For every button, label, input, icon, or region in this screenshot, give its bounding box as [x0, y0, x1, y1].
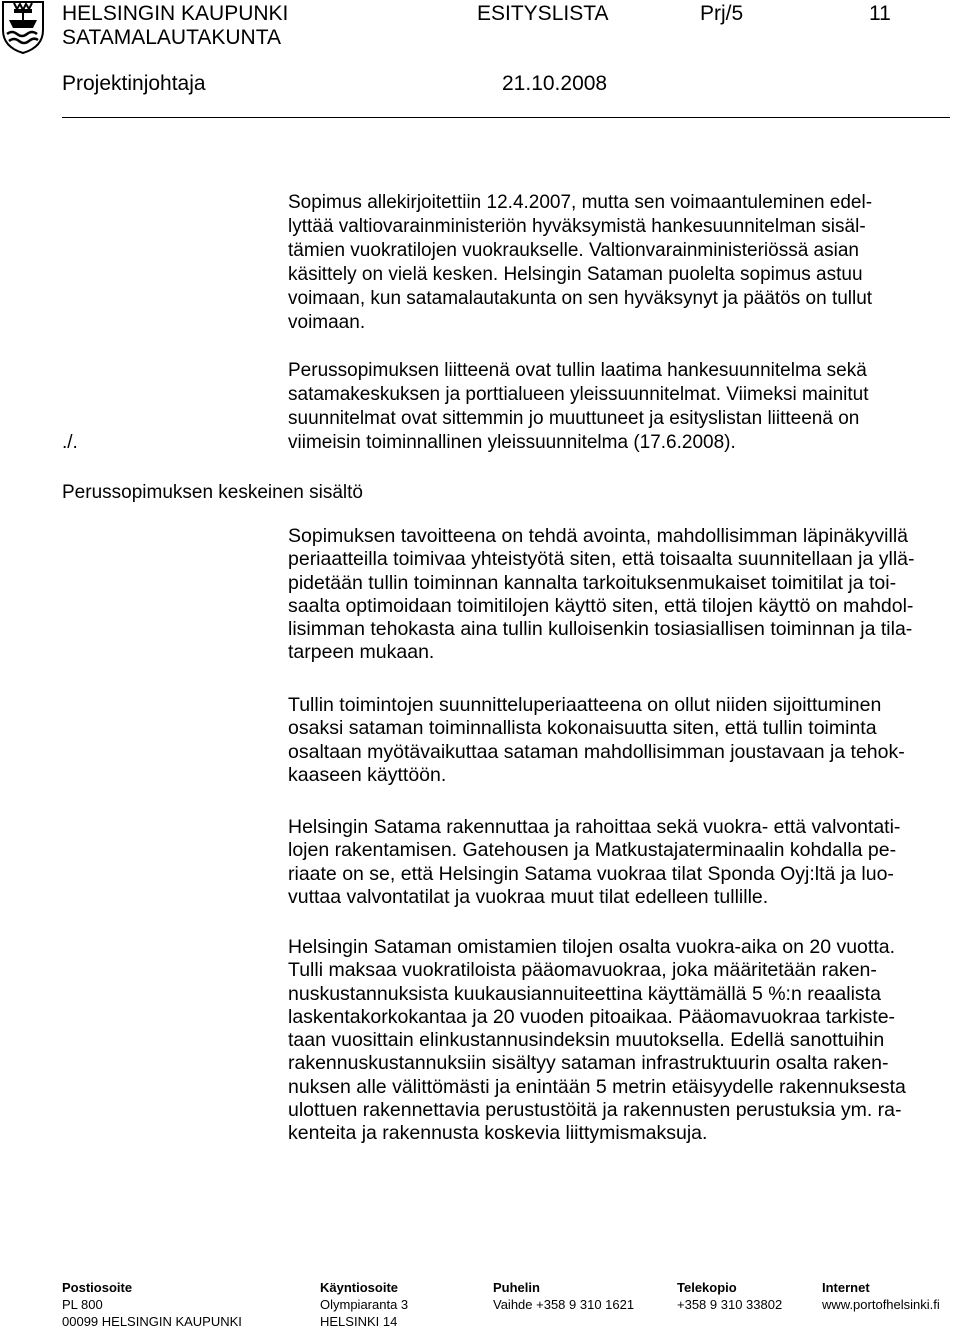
text-line: voimaan, kun satamalautakunta on sen hyväksynyt ja päätös on tullut: [288, 288, 873, 309]
paragraph-5: [288, 816, 900, 909]
text-line: rakennuskustannuksiin sisältyy sataman infrastruktuurin osalta raken-: [288, 1052, 889, 1075]
text-line: Helsingin Sataman omistamien tilojen osalta vuokra-aika on 20 vuotta.: [288, 936, 895, 958]
author-title: Projektinjohtaja: [62, 72, 206, 95]
footer-website: [822, 1280, 940, 1313]
text-line: viimeisin toiminnallinen yleissuunnitelma (17.6.2008).: [288, 432, 736, 453]
text-line: kenteita ja rakennusta koskevia liittymismaksuja.: [288, 1122, 708, 1145]
text-line: tämien vuokratilojen vuokraukselle. Valtionvarainministeriössä asian: [288, 240, 859, 261]
footer-visiting-address: [320, 1280, 408, 1330]
paragraph-2: [288, 359, 868, 455]
text-line: osaltaan myötävaikuttaa sataman mahdollisimman joustavaan ja tehok-: [288, 740, 905, 763]
helsinki-crest-logo: [0, 0, 46, 54]
text-line: lyttää valtiovarainministeriön hyväksymistä hankesuunnitelman sisäl-: [288, 216, 866, 237]
section-code: Prj/5: [700, 2, 744, 25]
text-line: käsittely on vielä kesken. Helsingin Sataman puolelta sopimus astuu: [288, 264, 863, 285]
text-line: lojen rakentamisen. Gatehousen ja Matkustajaterminaalin kohdalla pe-: [288, 839, 897, 862]
footer-postal-address: [62, 1280, 242, 1330]
footer-value: HELSINKI 14: [320, 1314, 398, 1329]
text-line: Tullin toimintojen suunnitteluperiaatteena on ollut niiden sijoittuminen: [288, 694, 882, 716]
paragraph-3: [288, 525, 915, 665]
text-line: suunnitelmat ovat sittemmin jo muuttuneet ja esityslistan liitteenä on: [288, 408, 860, 429]
text-line: ulottuen rakennettavia perustustöitä ja rakennusten perustuksia ym. ra-: [288, 1099, 902, 1122]
footer-value: Olympiaranta 3: [320, 1297, 409, 1312]
footer-label: Puhelin: [493, 1280, 540, 1295]
text-line: laskentakorkokantaa ja 20 vuoden pitoaikaa. Pääomavuokraa tarkiste-: [288, 1005, 896, 1028]
footer-value: 00099 HELSINGIN KAUPUNKI: [62, 1314, 242, 1329]
board-name: SATAMALAUTAKUNTA: [62, 26, 281, 49]
footer-label: Käyntiosoite: [320, 1280, 399, 1295]
text-line: osaksi sataman toiminnallista kokonaisuutta siten, että tullin toiminta: [288, 717, 877, 740]
text-line: taan vuosittain elinkustannusindeksin muutoksella. Edellä sanottuihin: [288, 1029, 885, 1052]
document-date: 21.10.2008: [502, 72, 608, 95]
text-line: saalta optimoidaan toimitilojen käyttö siten, että tilojen käyttö on mahdol-: [288, 594, 914, 617]
org-name: HELSINGIN KAUPUNKI: [62, 2, 289, 25]
text-line: nuksen alle välittömästi ja enintään 5 metrin etäisyydelle rakennuksesta: [288, 1075, 906, 1098]
text-line: Sopimuksen tavoitteena on tehdä avointa, mahdollisimman läpinäkyvillä: [288, 525, 909, 547]
footer-phone: [493, 1280, 634, 1313]
text-line: periaatteilla toimivaa yhteistyötä siten, että toisaalta suunnitellaan ja yllä-: [288, 548, 915, 571]
paragraph-4: [288, 694, 905, 787]
attachment-marker: ./.: [62, 432, 78, 453]
footer-label: Telekopio: [677, 1280, 737, 1295]
header-divider: [62, 117, 950, 118]
text-line: vuttaa valvontatilat ja vuokraa muut tilat edelleen tullille.: [288, 885, 769, 908]
footer-value: Vaihde +358 9 310 1621: [493, 1297, 635, 1312]
paragraph-6: [288, 936, 906, 1146]
text-line: lisimman tehokasta aina tullin kulloisenkin tosiasiallisen toiminnan ja tila-: [288, 618, 913, 641]
footer-label: Internet: [822, 1280, 870, 1295]
paragraph-1: [288, 191, 872, 335]
footer-value: PL 800: [62, 1297, 103, 1312]
footer-website-link[interactable]: www.portofhelsinki.fi: [822, 1297, 940, 1312]
text-line: riaate on se, että Helsingin Satama vuokraa tilat Sponda Oyj:ltä ja luo-: [288, 862, 894, 885]
text-line: Sopimus allekirjoitettiin 12.4.2007, mutta sen voimaantuleminen edel-: [288, 192, 873, 213]
page-number: 11: [869, 2, 891, 25]
text-line: pidetään tullin toiminnan kannalta tarkoituksenmukaiset toimitilat ja toi-: [288, 571, 897, 594]
text-line: satamakeskuksen ja porttialueen yleissuunnitelmat. Viimeksi mainitut: [288, 384, 869, 405]
text-line: Perussopimuksen liitteenä ovat tullin laatima hankesuunnitelma sekä: [288, 360, 867, 381]
text-line: nuskustannuksista kuukausiannuiteettina käyttämällä 5 %:n reaalista: [288, 982, 881, 1005]
text-line: voimaan.: [288, 312, 366, 333]
text-line: Helsingin Satama rakennuttaa ja rahoittaa sekä vuokra- että valvontati-: [288, 816, 901, 838]
document-type: ESITYSLISTA: [477, 2, 609, 25]
text-line: tarpeen mukaan.: [288, 641, 435, 664]
text-line: kaaseen käyttöön.: [288, 763, 447, 786]
text-line: Tulli maksaa vuokratiloista pääomavuokraa, joka määritetään raken-: [288, 959, 877, 982]
footer-value: +358 9 310 33802: [677, 1297, 783, 1312]
footer-fax: [677, 1280, 782, 1313]
footer-label: Postiosoite: [62, 1280, 133, 1295]
side-heading: Perussopimuksen keskeinen sisältö: [62, 482, 363, 503]
